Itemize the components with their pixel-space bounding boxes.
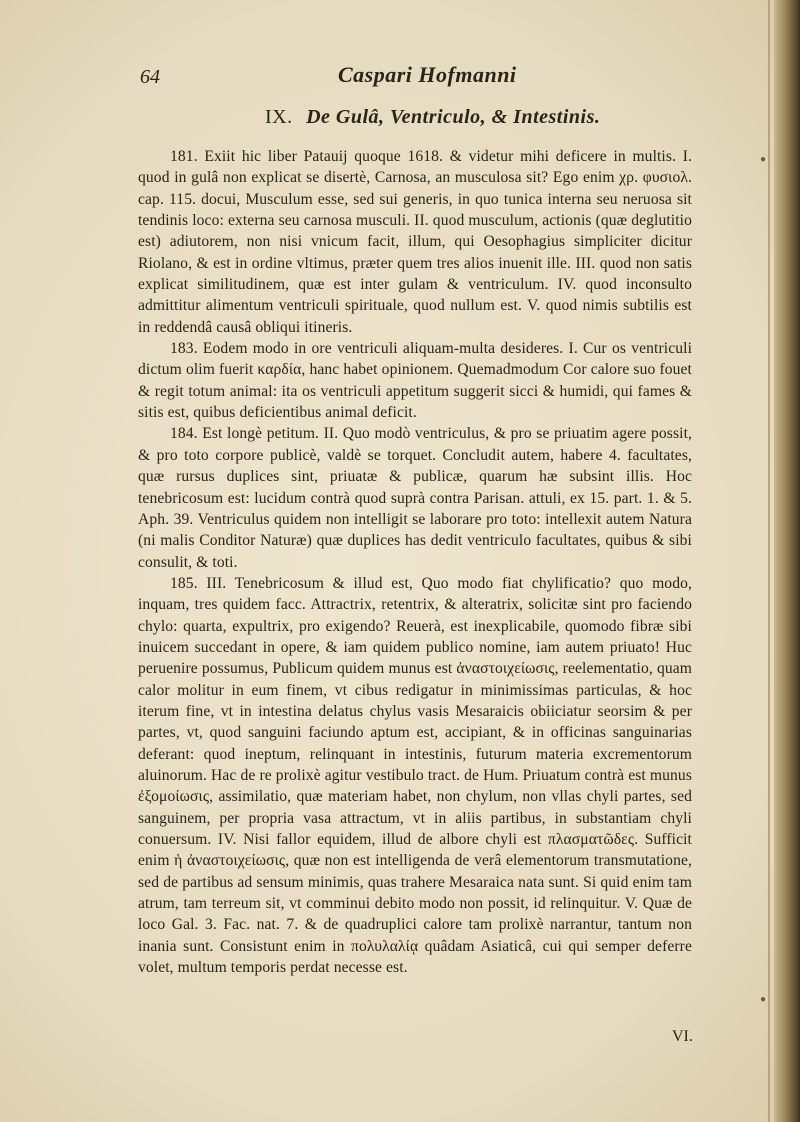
margin-dot-icon: ● — [760, 994, 767, 1005]
section-title: De Gulâ, Ventriculo, & Intestinis. — [306, 106, 601, 128]
page-number: 64 — [140, 66, 160, 88]
section-heading — [265, 106, 600, 129]
paragraph-184: 184. Est longè petitum. II. Quo modò ventriculus, & pro se priuatim agere possit, & pro toto corpore publicè, valdè se torquet. Concludit autem, habere 4. facultates, quæ rursus duplices sint, priuatæ & publicæ, quarum hæ subsint illis. Hoc tenebricosum est: lucidum contrà quod suprà contra Parisan. attuli, ex 15. part. 1. & 5. Aph. 39. Ventriculus quidem non intelligit se laborare pro toto: intellexit autem Natura (ni malis Conditor Naturæ) quæ duplices has dedit ventriculo facultates, quibus & sibi consulit, & toti. — [138, 425, 692, 571]
catchword: VI. — [672, 1028, 693, 1045]
body-text — [138, 146, 692, 978]
paragraph-185: 185. III. Tenebricosum & illud est, Quo modo fiat chylificatio? quo modo, inquam, tres quidem facc. Attractrix, retentrix, & alteratrix, solicitæ sint pro faciendo chylo: quarta, expultrix, pro exigendo? Reuerà, est inexplicabile, quomodo fibræ sibi inuicem succedant in opere, & iam quidem publico nomine, iam autem priuato! Huc peruenire possumus, Publicum quidem munus est ἀναστοιχείωσις, reelementatio, quam calor molitur in eum finem, vt cibus redigatur in minimissimas particulas, & hoc iterum fine, vt in intestina delatus chylus vasis Mesaraicis obiiciatur seorsim & per partes, vt, quod sanguini faciundo aptum est, accipiant, & in officinas sanguinarias deferant: quod ineptum, relinquant in intestinis, futurum materia excrementorum aluinorum. Hac de re prolixè agitur vestibulo tract. de Hum. Priuatum contrà est munus ἐξομοίωσις, assimilatio, quæ materiam habet, non chylum, non vllas chyli partes, sed sanguinem, per propria vasa attractum, vt in aliis partibus, in substantiam chyli conuersum. IV. Nisi fallor equidem, illud de albore chyli est πλασματῶδες. Sufficit enim ἡ ἀναστοιχείωσις, quæ non est intelligenda de verâ elementorum transmutatione, sed de partibus ad sensum minimis, quas trahere Mesaraica nata sunt. Si quid enim tam atrum, tam terreum sit, vt comminui debito modo non possit, id relinquitur. V. Quæ de loco Gal. 3. Fac. nat. 7. & de quadruplici calore tam prolixè narrantur, tantum non inania sunt. Consistunt enim in πολυλαλίᾳ quâdam Asiaticâ, cui qui semper deferre volet, multum temporis perdat necesse est. — [138, 574, 692, 977]
binding-line — [768, 0, 770, 1122]
paragraph-183: 183. Eodem modo in ore ventriculi aliquam-multa desideres. I. Cur os ventriculi dictum olim fuerit καρδία, hanc habet opinionem. Quemadmodum Cor calore suo fouet & regit totum animal: ita os ventriculi appetitum suggerit sicci & humidi, qui fames & sitis est, quibus deficientibus animal deficit. — [138, 340, 692, 422]
margin-dot-icon: ● — [760, 154, 767, 165]
running-head: Caspari Hofmanni — [338, 62, 517, 87]
book-gutter — [774, 0, 800, 1122]
paragraph-181: 181. Exiit hic liber Patauij quoque 1618. & videtur mihi deficere in multis. I. quod in gulâ non explicat se disertè, Carnosa, an musculosa sit? Ego enim χρ. φυσιολ. cap. 115. docui, Musculum esse, sed sui generis, in quo tunica interna seu neruosa sit tendinis loco: externa seu carnosa musculi. II. quod musculum, actionis (quæ deglutitio est) adiutorem, non nisi vnicum facit, illum, qui Oesophagius simpliciter dicitur Riolano, & est in ordine vltimus, præter quem tres alios inuenit ille. III. quod non satis explicat similitudinem, quæ est inter gulam & ventriculum. IV. quod inconsulto admittitur alimentum ventriculi spirituale, quod nullum est. V. quod nimis subtilis est in reddendâ causâ obliqui itineris. — [138, 148, 692, 336]
section-number: IX. — [265, 106, 293, 128]
page-header — [140, 62, 700, 92]
